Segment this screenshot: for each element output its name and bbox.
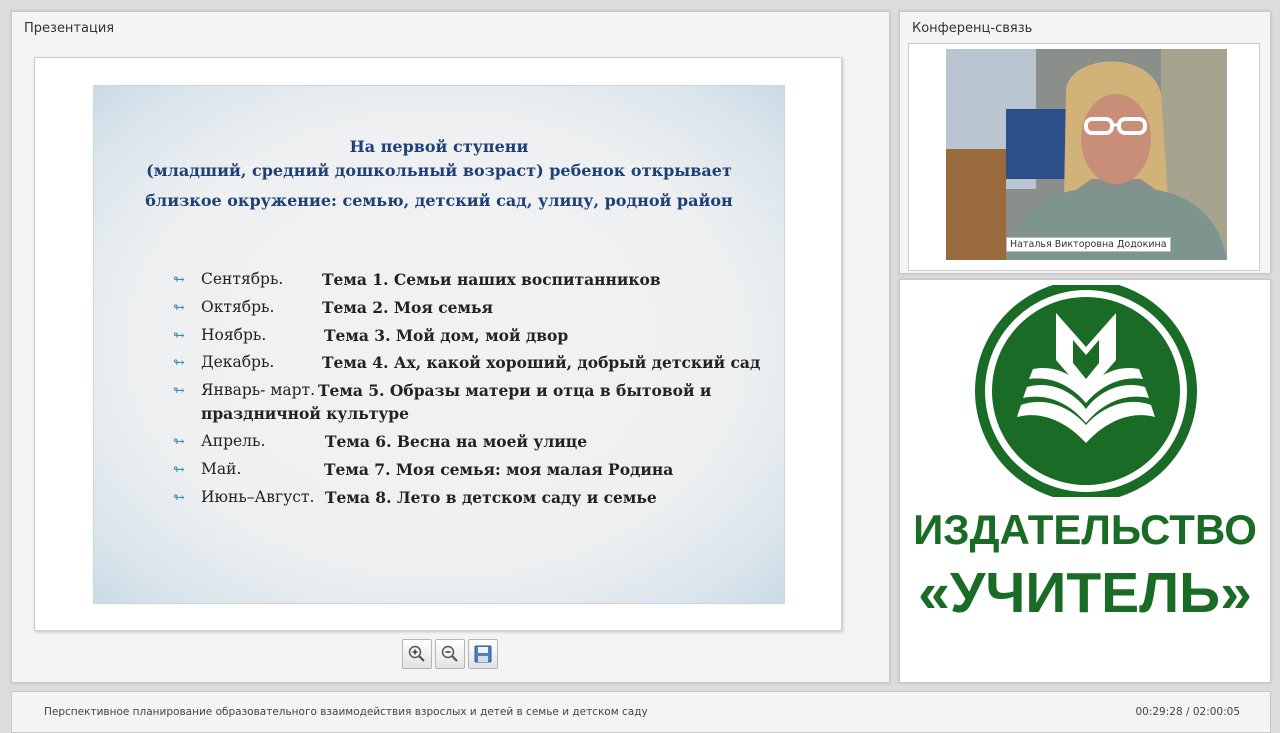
item-topic: Тема 1. Семьи наших воспитанников — [322, 270, 661, 289]
item-month: Октябрь. — [201, 298, 275, 316]
bullet-icon: ↬ — [173, 462, 185, 478]
webinar-title: Перспективное планирование образовательного взаимодействия взрослых и детей в семье и детском саду — [44, 706, 648, 718]
presentation-panel — [11, 11, 890, 683]
item-month: Июнь–Август. — [201, 488, 315, 506]
item-topic-continuation: праздничной культуре — [201, 404, 410, 423]
webcam-person-image — [946, 49, 1227, 260]
bullet-icon: ↬ — [173, 490, 185, 506]
publisher-logo-panel — [899, 279, 1271, 683]
zoom-in-button[interactable] — [402, 639, 432, 669]
bullet-icon: ↬ — [173, 355, 185, 371]
item-month: Май. — [201, 460, 242, 478]
participant-name-tag: Наталья Викторовна Додокина — [1006, 237, 1171, 252]
bullet-icon: ↬ — [173, 383, 185, 399]
slide-heading-line-1: На первой ступени — [349, 137, 529, 156]
item-month: Апрель. — [201, 432, 266, 450]
item-topic: Тема 6. Весна на моей улице — [325, 432, 588, 451]
item-month: Декабрь. — [201, 353, 275, 371]
save-icon — [473, 644, 493, 664]
publisher-name-line-2: «УЧИТЕЛЬ» — [918, 561, 1252, 625]
webcam-video — [946, 49, 1227, 260]
slide-heading-line-3: близкое окружение: семью, детский сад, улицу, родной район — [145, 191, 733, 210]
publisher-name-line-1: ИЗДАТЕЛЬСТВО — [913, 506, 1257, 553]
bullet-icon: ↬ — [173, 434, 185, 450]
presentation-panel-title: Презентация — [24, 21, 115, 36]
status-bar — [11, 691, 1271, 733]
bullet-icon: ↬ — [173, 272, 185, 288]
item-month: Ноябрь. — [201, 326, 267, 344]
zoom-in-icon — [407, 644, 427, 664]
conference-panel — [899, 11, 1271, 274]
item-topic: Тема 3. Мой дом, мой двор — [324, 326, 569, 345]
item-topic: Тема 4. Ах, какой хороший, добрый детский сад — [322, 353, 761, 372]
playback-time: 00:29:28 / 02:00:05 — [1135, 706, 1240, 718]
item-month: Январь- март. — [201, 381, 316, 399]
zoom-out-button[interactable] — [435, 639, 465, 669]
item-month: Сентябрь. — [201, 270, 284, 288]
conference-panel-title: Конференц-связь — [912, 21, 1033, 36]
item-topic: Тема 7. Моя семья: моя малая Родина — [324, 460, 674, 479]
item-topic: Тема 8. Лето в детском саду и семье — [325, 488, 657, 507]
slide-heading-line-2: (младший, средний дошкольный возраст) ребенок открывает — [146, 161, 732, 180]
slide-frame — [34, 57, 842, 631]
item-topic: Тема 2. Моя семья — [322, 298, 493, 317]
slide — [93, 85, 785, 604]
item-topic: Тема 5. Образы матери и отца в бытовой и — [318, 381, 712, 400]
publisher-logo-icon — [973, 285, 1199, 497]
zoom-out-icon — [440, 644, 460, 664]
bullet-icon: ↬ — [173, 328, 185, 344]
save-button[interactable] — [468, 639, 498, 669]
bullet-icon: ↬ — [173, 300, 185, 316]
